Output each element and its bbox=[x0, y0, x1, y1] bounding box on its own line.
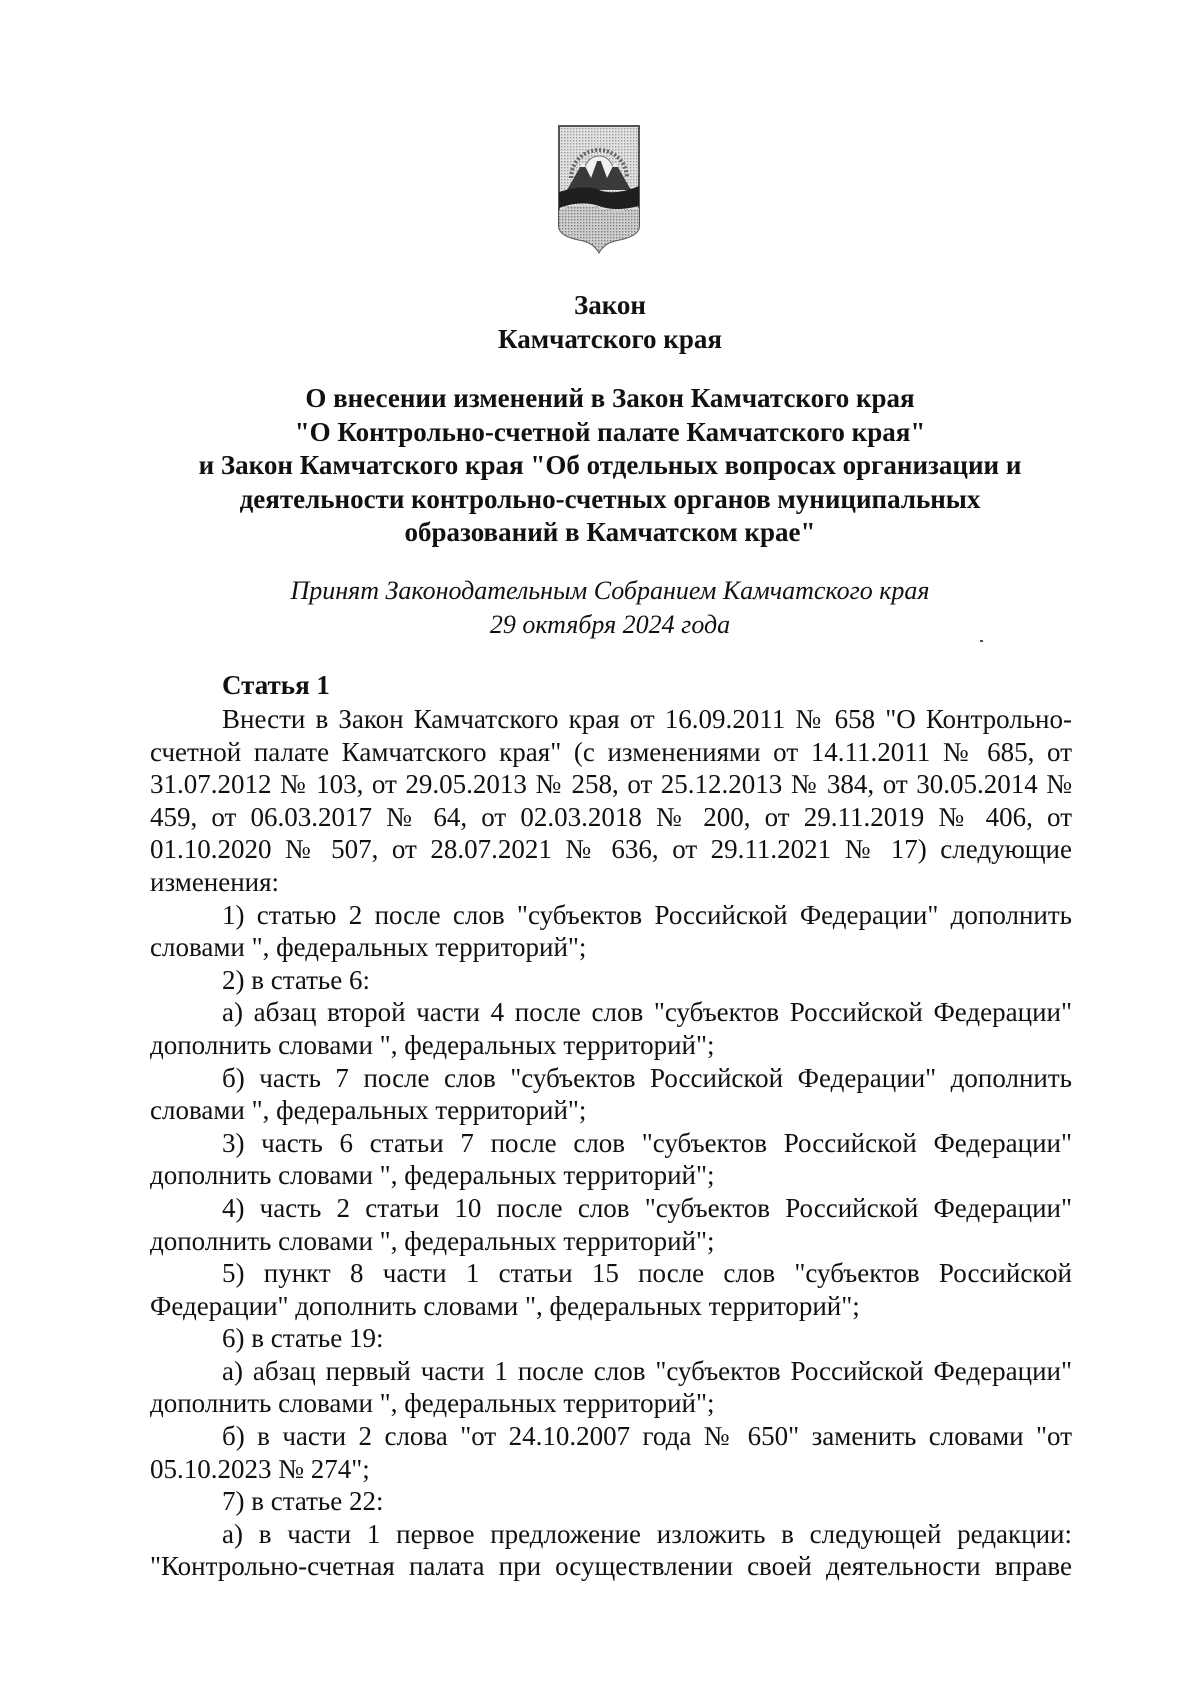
adoption-line-1: Принят Законодательным Собранием Камчатского края bbox=[290, 576, 930, 605]
paragraph: а) в части 1 первое предложение изложить в следующей редакции: "Контрольно-счетная палата при осуществлении своей деятельности вправе bbox=[150, 1518, 1072, 1582]
article-heading: Статья 1 bbox=[222, 670, 330, 700]
subtitle-line: О внесении изменений в Закон Камчатского края bbox=[305, 383, 915, 413]
paragraph: 5) пункт 8 части 1 статьи 15 после слов "субъектов Российской Федерации" дополнить словами ", федеральных территорий"; bbox=[150, 1258, 1072, 1321]
paragraph: 4) часть 2 статьи 10 после слов "субъектов Российской Федерации" дополнить словами ", федеральных территорий"; bbox=[150, 1192, 1072, 1256]
paragraph: б) в части 2 слова "от 24.10.2007 года № 650" заменить словами "от 05.10.2023 № 274"; bbox=[150, 1421, 1072, 1484]
title-line-1: Закон bbox=[573, 290, 646, 320]
title-line-2: Камчатского края bbox=[498, 324, 722, 354]
paragraph: 6) в статье 19: bbox=[222, 1323, 384, 1354]
paragraph: 7) в статье 22: bbox=[222, 1486, 384, 1517]
subtitle-line: "О Контрольно-счетной палате Камчатского края" bbox=[294, 416, 926, 447]
paragraph: б) часть 7 после слов "субъектов Российской Федерации" дополнить словами ", федеральных территорий"; bbox=[150, 1062, 1072, 1126]
adoption-date: 29 октября 2024 года bbox=[489, 610, 731, 639]
paragraph: а) абзац второй части 4 после слов "субъектов Российской Федерации" дополнить словами ", федеральных территорий"; bbox=[150, 997, 1072, 1060]
subtitle-line: и Закон Камчатского края "Об отдельных вопросах организации и bbox=[198, 450, 1022, 480]
scan-speck bbox=[980, 640, 983, 642]
subtitle-line: образований в Камчатском крае" bbox=[404, 517, 816, 547]
paragraph: 2) в статье 6: bbox=[222, 964, 370, 995]
paragraph: Внести в Закон Камчатского края от 16.09.2011 № 658 "О Контрольно-счетной палате Камчатского края" (с изменениями от 14.11.2011 № 685, от 31.07.2012 № 103, от 29.05.2013 № 258, от 25.12.2013 № 384, от 30.05.2014 № 459, от 06.03.2017 № 64, от 02.03.2018 № 200, от 29.11.2019 № 406, от 01.10.2020 № 507, от 28.07.2021 № 636, от 29.11.2021 № 17) следующие изменения: bbox=[150, 704, 1072, 897]
kamchatka-coat-of-arms-icon bbox=[555, 122, 643, 254]
paragraph: 1) статью 2 после слов "субъектов Российской Федерации" дополнить словами ", федеральных территорий"; bbox=[150, 899, 1072, 963]
adoption-note bbox=[140, 574, 1080, 642]
law-title bbox=[140, 288, 1080, 356]
subtitle-line: деятельности контрольно-счетных органов муниципальных bbox=[239, 483, 981, 514]
article-body bbox=[150, 703, 1072, 1583]
paragraph: 3) часть 6 статьи 7 после слов "субъектов Российской Федерации" дополнить словами ", федеральных территорий"; bbox=[150, 1127, 1072, 1191]
law-subtitle bbox=[140, 382, 1080, 550]
paragraph: а) абзац первый части 1 после слов "субъектов Российской Федерации" дополнить словами ", федеральных территорий"; bbox=[150, 1355, 1072, 1419]
